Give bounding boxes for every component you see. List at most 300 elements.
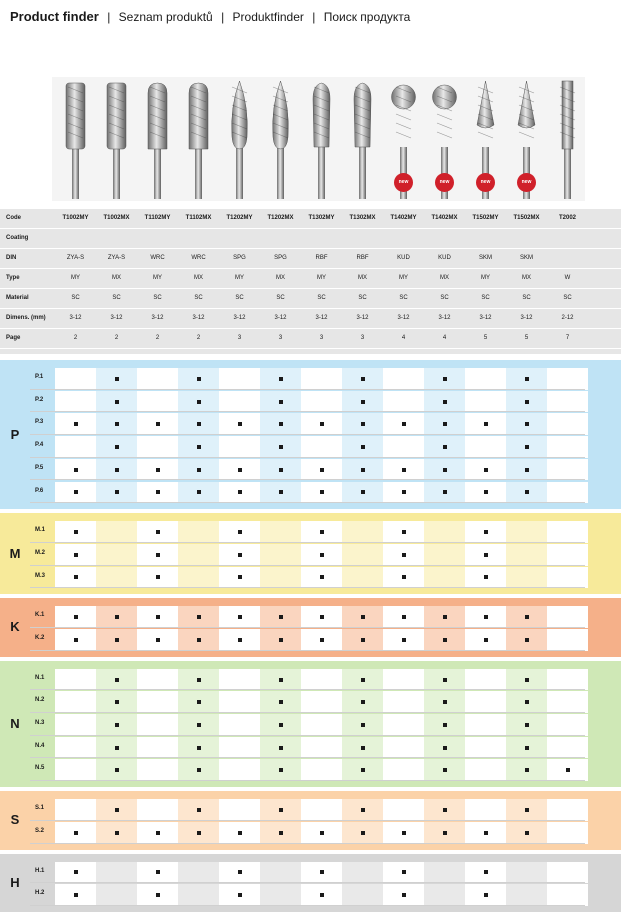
grid-cell [506, 368, 547, 390]
grid-cell [342, 737, 383, 759]
suitability-marker [320, 575, 324, 579]
grid-cell [424, 737, 465, 759]
suitability-marker [115, 615, 119, 619]
grid-cell [301, 544, 342, 566]
spec-value: SC [399, 295, 408, 301]
suitability-marker [443, 768, 447, 772]
spec-value: SPG [274, 255, 287, 261]
spec-value: MY [399, 275, 408, 281]
product-images-strip [52, 77, 585, 201]
spec-value: 3-12 [233, 315, 246, 321]
spec-value: SKM [478, 255, 492, 261]
grid-cell [465, 413, 506, 435]
material-row-n-1 [30, 668, 585, 691]
suitability-marker [525, 400, 529, 404]
spec-value: MY [317, 275, 326, 281]
grid-cell [96, 862, 137, 884]
suitability-marker [115, 422, 119, 426]
grid-cell [96, 436, 137, 458]
grid-cell [55, 482, 96, 504]
suitability-marker [197, 615, 201, 619]
suitability-marker [525, 723, 529, 727]
grid-cell [260, 436, 301, 458]
suitability-marker [197, 678, 201, 682]
suitability-marker [115, 723, 119, 727]
suitability-marker [197, 445, 201, 449]
grid-cell [301, 884, 342, 906]
product-image-t1002mx [96, 77, 137, 201]
suitability-marker [115, 445, 119, 449]
material-row-k-1 [30, 605, 585, 628]
spec-value: SC [112, 295, 121, 301]
grid-cell [137, 862, 178, 884]
spec-row-coating [0, 229, 621, 249]
grid-cell [547, 368, 588, 390]
grid-cell [424, 521, 465, 543]
suitability-marker [197, 808, 201, 812]
grid-cell [424, 862, 465, 884]
suitability-marker [443, 490, 447, 494]
material-group-m [0, 513, 621, 594]
grid-cell [547, 521, 588, 543]
grid-cell [506, 606, 547, 628]
row-divider [30, 650, 585, 651]
suitability-marker [156, 468, 160, 472]
grid-cell [383, 544, 424, 566]
suitability-marker [156, 490, 160, 494]
spec-value: T1202MY [226, 215, 253, 221]
spec-value: SC [153, 295, 162, 301]
grid-cell [219, 391, 260, 413]
suitability-marker [115, 490, 119, 494]
grid-cell [506, 436, 547, 458]
spec-value: MY [235, 275, 244, 281]
suitability-marker [525, 377, 529, 381]
suitability-marker [279, 831, 283, 835]
spec-value: 4 [442, 335, 447, 341]
spec-value: SC [276, 295, 285, 301]
suitability-marker [525, 746, 529, 750]
suitability-marker [525, 445, 529, 449]
suitability-marker [525, 638, 529, 642]
material-subgroup-label: S.1 [35, 805, 45, 812]
spec-value: 3-12 [315, 315, 328, 321]
grid-cell [506, 669, 547, 691]
spec-label: Dimens. (mm) [6, 315, 46, 321]
material-row-s-2 [30, 821, 585, 844]
grid-cell [96, 737, 137, 759]
material-row-m-3 [30, 566, 585, 589]
row-divider [30, 502, 585, 503]
spec-value: T1202MX [267, 215, 294, 221]
product-image-t1302mx [342, 77, 383, 201]
grid-cell [96, 567, 137, 589]
grid-cell [547, 714, 588, 736]
suitability-marker [443, 723, 447, 727]
grid-cell [178, 606, 219, 628]
grid-cell [96, 606, 137, 628]
grid-cell [424, 436, 465, 458]
grid-cell [260, 714, 301, 736]
suitability-marker [279, 808, 283, 812]
grid-cell [506, 799, 547, 821]
grid-cell [383, 669, 424, 691]
title-main: Product finder [10, 9, 99, 24]
suitability-marker [402, 615, 406, 619]
grid-cell [465, 759, 506, 781]
grid-cell [178, 567, 219, 589]
material-subgroup-label: H.2 [35, 890, 45, 897]
spec-label: Material [6, 295, 29, 301]
grid-cell [465, 482, 506, 504]
grid-cell [424, 567, 465, 589]
grid-cell [383, 691, 424, 713]
grid-cell [342, 391, 383, 413]
suitability-marker [197, 377, 201, 381]
spec-label: Coating [6, 235, 29, 241]
suitability-marker [484, 615, 488, 619]
grid-cell [219, 862, 260, 884]
product-image-t1002my [55, 77, 96, 201]
spec-value: T1402MY [390, 215, 417, 221]
spec-row-material [0, 289, 621, 309]
spec-value: 3-12 [438, 315, 451, 321]
page-title [10, 9, 410, 24]
suitability-marker [115, 678, 119, 682]
material-row-n-5 [30, 758, 585, 781]
suitability-marker [197, 422, 201, 426]
spec-label: Code [6, 215, 21, 221]
grid-cell [424, 799, 465, 821]
grid-cell [55, 862, 96, 884]
grid-cell [96, 691, 137, 713]
spec-value: MX [194, 275, 203, 281]
grid-cell [547, 544, 588, 566]
spec-value: 4 [401, 335, 406, 341]
grid-cell [424, 691, 465, 713]
grid-cell [506, 567, 547, 589]
suitability-marker [115, 831, 119, 835]
grid-cell [424, 884, 465, 906]
grid-cell [137, 884, 178, 906]
spec-value: 7 [565, 335, 570, 341]
suitability-marker [197, 768, 201, 772]
grid-cell [137, 436, 178, 458]
title-separator: | [312, 10, 316, 24]
product-image-t1202mx [260, 77, 301, 201]
suitability-marker [361, 700, 365, 704]
spec-label: Type [6, 275, 20, 281]
row-divider [0, 348, 621, 349]
grid-cell [178, 737, 219, 759]
grid-cell [465, 391, 506, 413]
grid-cell [260, 822, 301, 844]
grid-cell [465, 436, 506, 458]
suitability-marker [115, 468, 119, 472]
product-image-t1102mx [178, 77, 219, 201]
grid-cell [219, 482, 260, 504]
grid-cell [96, 799, 137, 821]
grid-cell [506, 521, 547, 543]
spec-value: MX [112, 275, 121, 281]
grid-cell [55, 737, 96, 759]
suitability-marker [484, 893, 488, 897]
grid-cell [342, 799, 383, 821]
grid-cell [219, 413, 260, 435]
grid-cell [301, 413, 342, 435]
material-group-h [0, 854, 621, 912]
grid-cell [96, 669, 137, 691]
grid-cell [506, 691, 547, 713]
grid-cell [55, 884, 96, 906]
grid-cell [342, 669, 383, 691]
grid-cell [342, 459, 383, 481]
grid-cell [96, 629, 137, 651]
grid-cell [301, 862, 342, 884]
spec-value: ZYA-S [107, 255, 126, 261]
suitability-marker [443, 400, 447, 404]
suitability-marker [115, 746, 119, 750]
grid-cell [301, 799, 342, 821]
suitability-marker [361, 377, 365, 381]
material-row-n-3 [30, 713, 585, 736]
grid-cell [260, 482, 301, 504]
new-badge: new [435, 173, 454, 192]
spec-value: KUD [397, 255, 410, 261]
grid-cell [260, 413, 301, 435]
spec-value: T1102MY [144, 215, 171, 221]
spec-value: T1402MX [431, 215, 458, 221]
suitability-marker [320, 893, 324, 897]
grid-cell [137, 822, 178, 844]
suitability-marker [238, 638, 242, 642]
spec-value: ZYA-S [66, 255, 85, 261]
grid-cell [424, 629, 465, 651]
product-image-t1302my [301, 77, 342, 201]
grid-cell [383, 799, 424, 821]
spec-value: 2 [114, 335, 119, 341]
grid-cell [547, 691, 588, 713]
grid-cell [465, 737, 506, 759]
material-row-m-1 [30, 520, 585, 543]
material-subgroup-label: M.3 [35, 572, 46, 579]
grid-cell [178, 884, 219, 906]
suitability-marker [74, 575, 78, 579]
material-row-k-2 [30, 628, 585, 651]
spec-value: 2 [155, 335, 160, 341]
grid-cell [301, 691, 342, 713]
suitability-marker [115, 638, 119, 642]
spec-value: RBF [356, 255, 369, 261]
grid-cell [137, 544, 178, 566]
suitability-marker [402, 490, 406, 494]
material-group-letter: H [10, 874, 20, 890]
suitability-marker [320, 553, 324, 557]
suitability-marker [484, 638, 488, 642]
product-image-t1202my [219, 77, 260, 201]
material-group-n [0, 661, 621, 788]
suitability-marker [525, 490, 529, 494]
grid-cell [383, 391, 424, 413]
spec-table [0, 209, 621, 354]
title-czech: Seznam produktů [118, 10, 213, 24]
suitability-marker [320, 468, 324, 472]
grid-cell [342, 714, 383, 736]
material-subgroup-label: P.2 [35, 396, 44, 403]
grid-cell [96, 459, 137, 481]
grid-cell [301, 606, 342, 628]
grid-cell [547, 567, 588, 589]
grid-cell [55, 691, 96, 713]
suitability-marker [156, 870, 160, 874]
row-divider [30, 780, 585, 781]
grid-cell [96, 714, 137, 736]
grid-cell [178, 459, 219, 481]
grid-cell [219, 629, 260, 651]
product-image-t1502my [465, 77, 506, 201]
suitability-marker [156, 553, 160, 557]
material-rows [30, 367, 585, 503]
grid-cell [506, 391, 547, 413]
title-russian: Поиск продукта [323, 10, 411, 24]
spec-value: 2 [73, 335, 78, 341]
material-group-letter: S [10, 812, 20, 828]
grid-cell [465, 567, 506, 589]
row-divider [30, 843, 585, 844]
grid-cell [260, 669, 301, 691]
suitability-marker [361, 490, 365, 494]
grid-cell [55, 413, 96, 435]
suitability-marker [320, 422, 324, 426]
grid-cell [260, 737, 301, 759]
grid-cell [383, 737, 424, 759]
grid-cell [178, 629, 219, 651]
grid-cell [506, 544, 547, 566]
spec-value: MY [71, 275, 80, 281]
grid-cell [55, 714, 96, 736]
grid-cell [178, 413, 219, 435]
suitability-marker [361, 638, 365, 642]
suitability-marker [361, 746, 365, 750]
grid-cell [342, 629, 383, 651]
suitability-marker [156, 638, 160, 642]
spec-value: 3-12 [110, 315, 123, 321]
grid-cell [342, 759, 383, 781]
product-image-t2002 [547, 77, 588, 201]
spec-value: 3-12 [69, 315, 82, 321]
new-badge: new [476, 173, 495, 192]
suitability-marker [238, 490, 242, 494]
suitability-marker [443, 808, 447, 812]
spec-value: SC [481, 295, 490, 301]
suitability-marker [197, 831, 201, 835]
grid-cell [219, 521, 260, 543]
grid-cell [383, 482, 424, 504]
grid-cell [96, 822, 137, 844]
material-rows [30, 861, 585, 906]
grid-cell [260, 629, 301, 651]
grid-cell [260, 544, 301, 566]
grid-cell [55, 368, 96, 390]
suitability-marker [197, 723, 201, 727]
grid-cell [301, 714, 342, 736]
suitability-marker [197, 638, 201, 642]
suitability-marker [115, 808, 119, 812]
grid-cell [383, 862, 424, 884]
grid-cell [137, 482, 178, 504]
spec-value: SC [194, 295, 203, 301]
grid-cell [547, 629, 588, 651]
suitability-marker [197, 746, 201, 750]
grid-cell [342, 606, 383, 628]
suitability-marker [402, 893, 406, 897]
material-row-n-4 [30, 736, 585, 759]
grid-cell [342, 544, 383, 566]
material-row-s-1 [30, 798, 585, 821]
suitability-marker [74, 870, 78, 874]
grid-cell [506, 822, 547, 844]
grid-cell [219, 759, 260, 781]
material-row-p-1 [30, 367, 585, 390]
suitability-marker [74, 468, 78, 472]
grid-cell [342, 436, 383, 458]
grid-cell [506, 629, 547, 651]
grid-cell [301, 459, 342, 481]
grid-cell [465, 629, 506, 651]
row-divider [30, 905, 585, 906]
grid-cell [383, 413, 424, 435]
suitability-marker [525, 678, 529, 682]
grid-cell [506, 862, 547, 884]
grid-cell [219, 884, 260, 906]
grid-cell [178, 436, 219, 458]
grid-cell [424, 759, 465, 781]
grid-cell [178, 368, 219, 390]
grid-cell [547, 759, 588, 781]
suitability-marker [402, 468, 406, 472]
material-subgroup-label: P.4 [35, 442, 44, 449]
grid-cell [547, 436, 588, 458]
spec-value: SC [563, 295, 572, 301]
material-subgroup-label: P.1 [35, 374, 44, 380]
suitability-marker [402, 530, 406, 534]
grid-cell [506, 714, 547, 736]
suitability-marker [443, 422, 447, 426]
grid-cell [178, 862, 219, 884]
grid-cell [301, 822, 342, 844]
grid-cell [342, 521, 383, 543]
grid-cell [137, 691, 178, 713]
suitability-marker [279, 377, 283, 381]
suitability-marker [74, 553, 78, 557]
grid-cell [178, 669, 219, 691]
grid-cell [55, 629, 96, 651]
grid-cell [424, 459, 465, 481]
grid-cell [465, 862, 506, 884]
suitability-marker [361, 808, 365, 812]
grid-cell [547, 606, 588, 628]
spec-value: W [564, 275, 571, 281]
grid-cell [465, 606, 506, 628]
suitability-marker [402, 870, 406, 874]
suitability-marker [361, 445, 365, 449]
spec-value: 3 [360, 335, 365, 341]
grid-cell [260, 391, 301, 413]
grid-cell [178, 691, 219, 713]
spec-value: SC [235, 295, 244, 301]
spec-value: 5 [524, 335, 529, 341]
spec-value: 3 [319, 335, 324, 341]
